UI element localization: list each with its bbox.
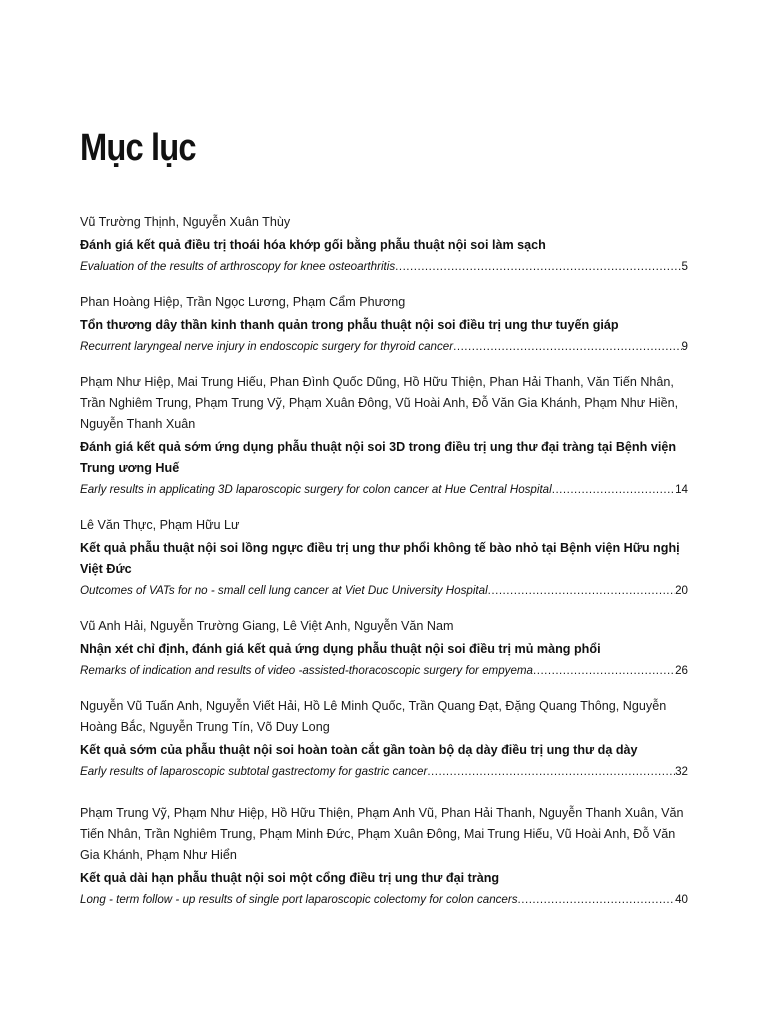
entry-page-number: 14: [675, 483, 688, 496]
toc-entry: [80, 803, 688, 909]
entry-title-english-line: [80, 891, 688, 909]
entry-title-vietnamese: Kết quả sớm của phẫu thuật nội soi hoàn toàn cắt gần toàn bộ dạ dày điều trị ung thư dạ dày: [80, 743, 638, 757]
entry-title-vietnamese: Đánh giá kết quả sớm ứng dụng phẫu thuật nội soi 3D trong điều trị ung thư đại tràng tại Bệnh viện Trung ương Huế: [80, 440, 677, 475]
entry-page-number: 20: [675, 584, 688, 597]
toc-entry: [80, 212, 688, 276]
dot-leader: [427, 763, 675, 781]
toc-entry: [80, 696, 688, 781]
entry-page-number: 40: [675, 893, 688, 906]
dot-leader: [453, 338, 681, 356]
entry-title-english: Evaluation of the results of arthroscopy for knee osteoarthritis: [80, 260, 396, 273]
toc-entry: [80, 515, 688, 600]
dot-leader: [533, 662, 675, 680]
entry-page-number: 9: [681, 340, 688, 353]
page-title: Mục lục: [80, 127, 196, 169]
entry-title-english-line: [80, 582, 688, 600]
entry-page-number: 32: [675, 765, 688, 778]
entry-title-english: Remarks of indication and results of video -assisted-thoracoscopic surgery for empyema: [80, 664, 533, 677]
entry-title-english: Early results in applicating 3D laparoscopic surgery for colon cancer at Hue Central Hospital: [80, 483, 552, 496]
entry-authors: Phạm Như Hiệp, Mai Trung Hiếu, Phan Đình Quốc Dũng, Hồ Hữu Thiện, Phan Hải Thanh, Văn Tiến Nhân, Trần Nghiêm Trung, Phạm Trung Vỹ, Phạm Xuân Đông, Vũ Hoài Anh, Đỗ Văn Gia Khánh, Phạm Như Hiền, Nguyễn Thanh Xuân: [80, 375, 679, 431]
entry-title-vietnamese: Nhận xét chỉ định, đánh giá kết quả ứng dụng phẫu thuật nội soi điều trị mủ màng phổi: [80, 642, 601, 656]
entry-title-english: Long - term follow - up results of single port laparoscopic colectomy for colon cancers: [80, 893, 518, 906]
toc-entry: [80, 372, 688, 499]
entry-title-english-line: [80, 338, 688, 356]
entry-authors: Phan Hoàng Hiệp, Trần Ngọc Lương, Phạm Cẩm Phương: [80, 295, 406, 309]
dot-leader: [395, 258, 681, 276]
entry-authors: Lê Văn Thực, Phạm Hữu Lư: [80, 518, 240, 532]
entry-page-number: 5: [681, 260, 688, 273]
entry-title-vietnamese: Kết quả dài hạn phẫu thuật nội soi một cổng điều trị ung thư đại tràng: [80, 871, 500, 885]
table-of-contents: [80, 212, 688, 909]
entry-title-english-line: [80, 763, 688, 781]
entry-title-english-line: [80, 662, 688, 680]
dot-leader: [488, 582, 675, 600]
entry-authors: Vũ Anh Hải, Nguyễn Trường Giang, Lê Việt Anh, Nguyễn Văn Nam: [80, 619, 454, 633]
entry-authors: Nguyễn Vũ Tuấn Anh, Nguyễn Viết Hải, Hồ Lê Minh Quốc, Trần Quang Đạt, Đặng Quang Thông, Nguyễn Hoàng Bắc, Nguyễn Trung Tín, Võ Duy Long: [80, 699, 667, 734]
dot-leader: [552, 481, 675, 499]
toc-entry: [80, 616, 688, 680]
entry-title-vietnamese: Tổn thương dây thần kinh thanh quản trong phẫu thuật nội soi điều trị ung thư tuyến giáp: [80, 318, 619, 332]
entry-title-english-line: [80, 258, 688, 276]
entry-authors: Phạm Trung Vỹ, Phạm Như Hiệp, Hồ Hữu Thiện, Phạm Anh Vũ, Phan Hải Thanh, Nguyễn Thanh Xuân, Văn Tiến Nhân, Trần Nghiêm Trung, Phạm Minh Đức, Phạm Xuân Đông, Mai Trung Hiếu, Vũ Hoài Anh, Đỗ Văn Gia Khánh, Phạm Như Hiển: [80, 806, 684, 862]
toc-entry: [80, 292, 688, 356]
entry-page-number: 26: [675, 664, 688, 677]
entry-title-vietnamese: Đánh giá kết quả điều trị thoái hóa khớp gối bằng phẫu thuật nội soi làm sạch: [80, 238, 546, 252]
entry-title-english-line: [80, 481, 688, 499]
entry-title-english: Outcomes of VATs for no - small cell lung cancer at Viet Duc University Hospital: [80, 584, 488, 597]
entry-title-english: Recurrent laryngeal nerve injury in endoscopic surgery for thyroid cancer: [80, 340, 454, 353]
entry-title-vietnamese: Kết quả phẫu thuật nội soi lồng ngực điều trị ung thư phổi không tế bào nhỏ tại Bệnh viện Hữu nghị Việt Đức: [80, 541, 680, 576]
dot-leader: [518, 891, 676, 909]
entry-authors: Vũ Trường Thịnh, Nguyễn Xuân Thùy: [80, 215, 291, 229]
entry-title-english: Early results of laparoscopic subtotal gastrectomy for gastric cancer: [80, 765, 428, 778]
